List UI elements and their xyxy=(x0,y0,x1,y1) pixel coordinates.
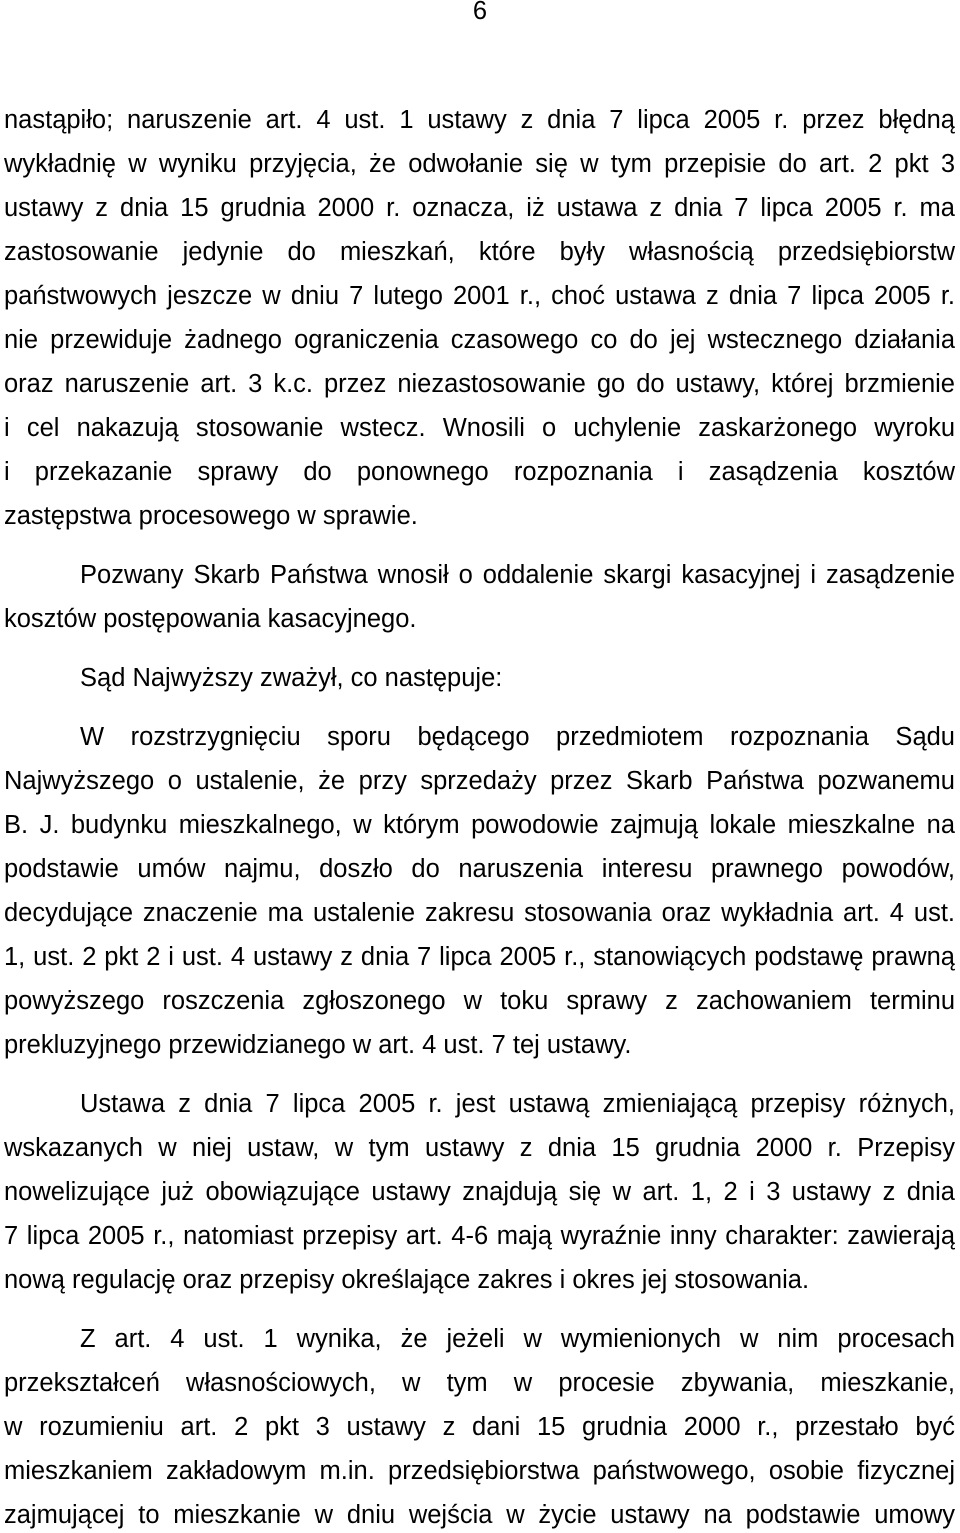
text-line: zastosowanie jedynie do mieszkań, które były własnością przedsiębiorstw xyxy=(4,238,955,266)
paragraph xyxy=(4,1082,955,1302)
text-line: kosztów postępowania kasacyjnego. xyxy=(4,605,417,633)
text-line: B. J. budynku mieszkalnego, w którym powodowie zajmują lokale mieszkalne na xyxy=(4,811,955,839)
paragraph xyxy=(4,98,955,538)
text-line: nastąpiło; naruszenie art. 4 ust. 1 ustawy z dnia 7 lipca 2005 r. przez błędną xyxy=(4,106,955,134)
paragraph xyxy=(4,553,955,641)
text-line: 1, ust. 2 pkt 2 i ust. 4 ustawy z dnia 7 lipca 2005 r., stanowiących podstawę prawną xyxy=(4,943,955,971)
paragraph xyxy=(4,715,955,1067)
text-line: przekształceń własnościowych, w tym w procesie zbywania, mieszkanie, xyxy=(4,1369,955,1397)
text-line: oraz naruszenie art. 3 k.c. przez niezastosowanie go do ustawy, której brzmienie xyxy=(4,370,955,398)
text-line: Sąd Najwyższy zważył, co następuje: xyxy=(80,664,503,692)
text-line: ustawy z dnia 15 grudnia 2000 r. oznacza, iż ustawa z dnia 7 lipca 2005 r. ma xyxy=(4,194,955,222)
text-line: Ustawa z dnia 7 lipca 2005 r. jest ustawą zmieniającą przepisy różnych, xyxy=(80,1090,955,1118)
text-line: nowelizujące już obowiązujące ustawy znajdują się w art. 1, 2 i 3 ustawy z dnia xyxy=(4,1178,955,1206)
text-line: Najwyższego o ustalenie, że przy sprzedaży przez Skarb Państwa pozwanemu xyxy=(4,767,955,795)
text-line: 7 lipca 2005 r., natomiast przepisy art. 4-6 mają wyraźnie inny charakter: zawierają xyxy=(4,1222,955,1250)
text-line: nową regulację oraz przepisy określające zakres i okres jej stosowania. xyxy=(4,1266,810,1294)
text-line: prekluzyjnego przewidzianego w art. 4 ust. 7 tej ustawy. xyxy=(4,1031,632,1059)
text-line: wykładnię w wyniku przyjęcia, że odwołanie się w tym przepisie do art. 2 pkt 3 xyxy=(4,150,955,178)
text-line: w rozumieniu art. 2 pkt 3 ustawy z dani 15 grudnia 2000 r., przestało być xyxy=(4,1413,955,1441)
text-line: zajmującej to mieszkanie w dniu wejścia w życie ustawy na podstawie umowy xyxy=(4,1501,955,1529)
text-line: i cel nakazują stosowanie wstecz. Wnosili o uchylenie zaskarżonego wyroku xyxy=(4,414,955,442)
document-body xyxy=(4,98,955,1533)
paragraph xyxy=(4,1317,955,1533)
text-line: państwowych jeszcze w dniu 7 lutego 2001 r., choć ustawa z dnia 7 lipca 2005 r. xyxy=(4,282,955,310)
text-line: W rozstrzygnięciu sporu będącego przedmiotem rozpoznania Sądu xyxy=(80,723,955,751)
text-line: mieszkaniem zakładowym m.in. przedsiębiorstwa państwowego, osobie fizycznej xyxy=(4,1457,955,1485)
text-line: powyższego roszczenia zgłoszonego w toku sprawy z zachowaniem terminu xyxy=(4,987,955,1015)
text-line: podstawie umów najmu, doszło do naruszenia interesu prawnego powodów, xyxy=(4,855,955,883)
text-line: Pozwany Skarb Państwa wnosił o oddalenie skargi kasacyjnej i zasądzenie xyxy=(80,561,955,589)
text-line: decydujące znaczenie ma ustalenie zakresu stosowania oraz wykładnia art. 4 ust. xyxy=(4,899,955,927)
section-heading xyxy=(4,656,955,700)
text-line: i przekazanie sprawy do ponownego rozpoznania i zasądzenia kosztów xyxy=(4,458,955,486)
text-line: nie przewiduje żadnego ograniczenia czasowego co do jej wstecznego działania xyxy=(4,326,955,354)
text-line: zastępstwa procesowego w sprawie. xyxy=(4,502,418,530)
text-line: wskazanych w niej ustaw, w tym ustawy z dnia 15 grudnia 2000 r. Przepisy xyxy=(4,1134,955,1162)
page-number: 6 xyxy=(472,0,488,25)
text-line: Z art. 4 ust. 1 wynika, że jeżeli w wymienionych w nim procesach xyxy=(80,1325,955,1353)
